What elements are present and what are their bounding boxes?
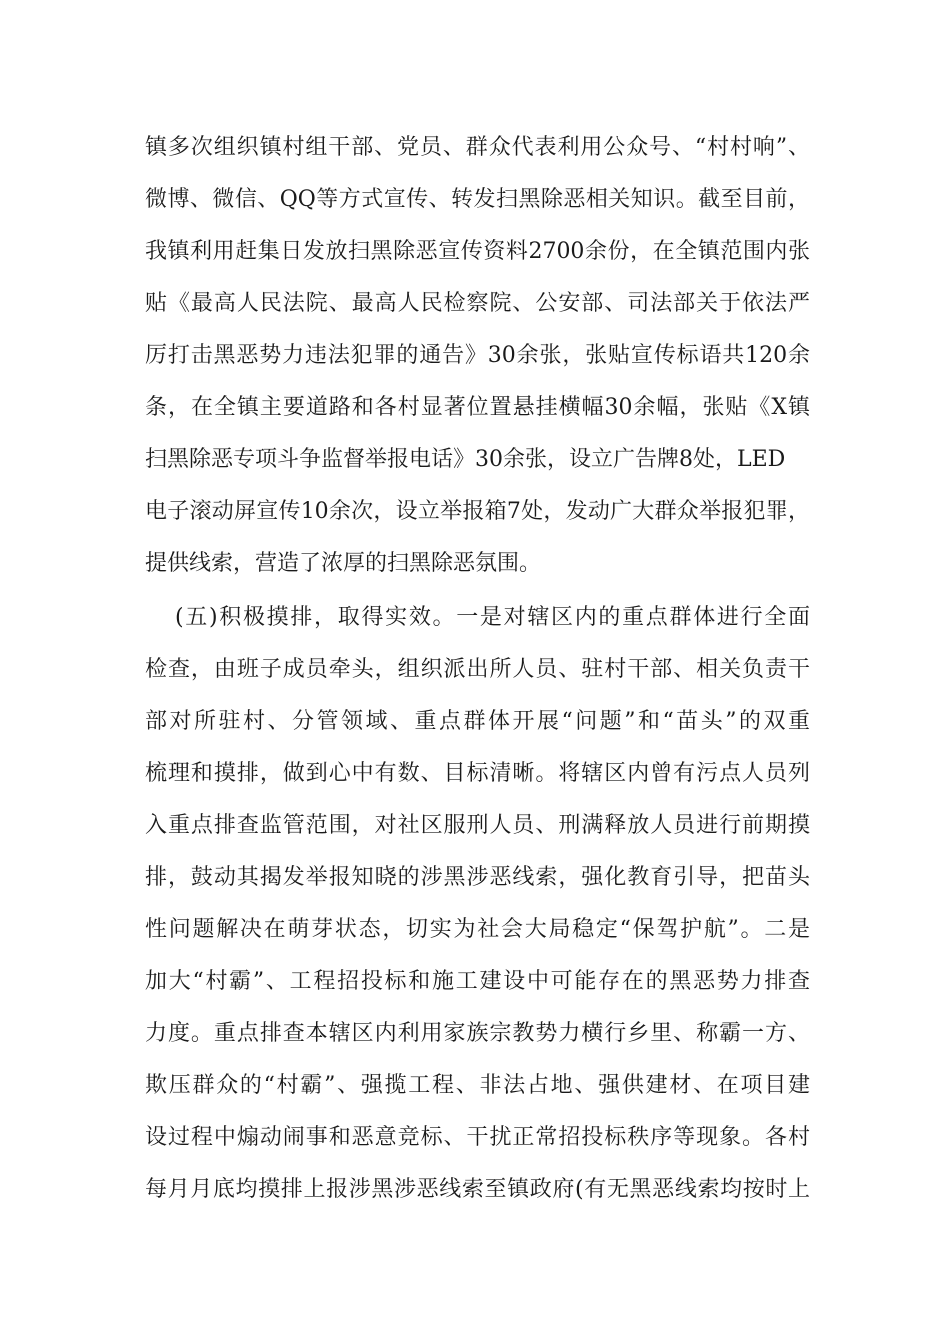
text-line: 贴《最高人民法院、最高人民检察院、公安部、司法部关于依法严 — [145, 291, 810, 316]
text-line: (五)积极摸排，取得实效。一是对辖区内的重点群体进行全面 — [175, 605, 810, 630]
text-line: 条，在全镇主要道路和各村显著位置悬挂横幅30余幅，张贴《X镇 — [145, 395, 810, 420]
text-line: 排，鼓动其揭发举报知晓的涉黑涉恶线索，强化教育引导，把苗头 — [145, 865, 810, 890]
text-line: 厉打击黑恶势力违法犯罪的通告》30余张，张贴宣传标语共120余 — [145, 343, 810, 368]
text-line: 欺压群众的“村霸”、强揽工程、非法占地、强供建材、在项目建 — [145, 1073, 810, 1098]
text-line: 力度。重点排查本辖区内利用家族宗教势力横行乡里、称霸一方、 — [145, 1021, 810, 1046]
text-line: 检查，由班子成员牵头，组织派出所人员、驻村干部、相关负责干 — [145, 657, 810, 682]
text-line: 我镇利用赶集日发放扫黑除恶宣传资料2700余份，在全镇范围内张 — [145, 239, 810, 264]
text-line: 设过程中煽动闹事和恶意竞标、干扰正常招投标秩序等现象。各村 — [145, 1125, 810, 1150]
text-line: 镇多次组织镇村组干部、党员、群众代表利用公众号、“村村响”、 — [145, 135, 810, 160]
paragraph-1 — [145, 122, 810, 590]
text-line: 入重点排查监管范围，对社区服刑人员、刑满释放人员进行前期摸 — [145, 813, 810, 838]
text-line: 梳理和摸排，做到心中有数、目标清晰。将辖区内曾有污点人员列 — [145, 761, 810, 786]
text-line: 每月月底均摸排上报涉黑涉恶线索至镇政府(有无黑恶线索均按时上 — [145, 1177, 810, 1202]
text-line: 性问题解决在萌芽状态，切实为社会大局稳定“保驾护航”。二是 — [145, 917, 810, 942]
paragraph-2 — [145, 592, 810, 1216]
text-line: 部对所驻村、分管领域、重点群体开展“问题”和“苗头”的双重 — [145, 709, 810, 734]
text-line: 扫黑除恶专项斗争监督举报电话》30余张，设立广告牌8处，LED — [145, 447, 786, 472]
text-line: 加大“村霸”、工程招投标和施工建设中可能存在的黑恶势力排查 — [145, 969, 810, 994]
text-line: 提供线索，营造了浓厚的扫黑除恶氛围。 — [145, 551, 542, 576]
text-line: 微博、微信、QQ等方式宣传、转发扫黑除恶相关知识。截至目前， — [145, 187, 810, 212]
text-line: 电子滚动屏宣传10余次，设立举报箱7处，发动广大群众举报犯罪， — [145, 499, 810, 524]
